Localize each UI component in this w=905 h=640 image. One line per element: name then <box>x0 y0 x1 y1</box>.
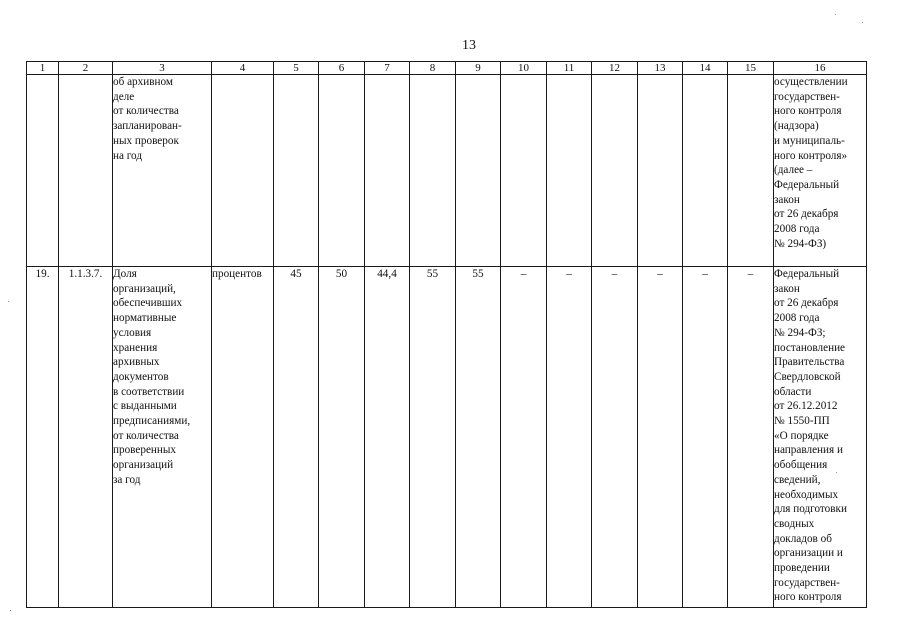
column-header: 8 <box>410 62 456 75</box>
column-header: 7 <box>365 62 410 75</box>
table-cell <box>638 75 683 267</box>
table-cell-value: 45 <box>274 267 319 608</box>
table-cell-value: – <box>638 267 683 608</box>
table-cell-indicator-name: об архивном деле от количества запланирован- ных проверок на год <box>113 75 212 267</box>
scan-speck <box>10 610 11 611</box>
table-cell <box>456 75 501 267</box>
column-header: 11 <box>547 62 592 75</box>
table-header-row <box>27 62 867 75</box>
column-header: 13 <box>638 62 683 75</box>
table-cell-value: 44,4 <box>365 267 410 608</box>
table-cell-indicator-name: Доля организаций, обеспечивших нормативные условия хранения архивных документов в соответствии с выданными предписаниями, от количества проверенных организаций за год <box>113 267 212 608</box>
table-cell-legal-basis: осуществлении государствен- ного контроля (надзора) и муниципаль- ного контроля» (далее – Федеральный закон от 26 декабря 2008 года № 294-ФЗ) <box>774 75 867 267</box>
table-cell <box>592 75 638 267</box>
column-header: 1 <box>27 62 59 75</box>
column-header: 5 <box>274 62 319 75</box>
table-row <box>27 75 867 267</box>
column-header: 15 <box>728 62 774 75</box>
table-cell-row-number: 19. <box>27 267 59 608</box>
table-cell <box>728 75 774 267</box>
table-cell <box>27 75 59 267</box>
column-header: 16 <box>774 62 867 75</box>
table-cell-value: – <box>592 267 638 608</box>
column-header: 4 <box>212 62 274 75</box>
table-cell <box>212 75 274 267</box>
table-row <box>27 267 867 608</box>
scan-speck <box>862 22 863 23</box>
table-cell-value: – <box>683 267 728 608</box>
table-cell-value: 55 <box>456 267 501 608</box>
column-header: 6 <box>319 62 365 75</box>
table-cell-indicator-code: 1.1.3.7. <box>59 267 113 608</box>
table-cell-unit: процентов <box>212 267 274 608</box>
scan-speck <box>835 14 836 15</box>
scan-speck <box>8 301 9 302</box>
scan-speck <box>836 472 837 473</box>
indicators-table <box>26 61 867 608</box>
table-cell-value: 55 <box>410 267 456 608</box>
table-cell <box>683 75 728 267</box>
column-header: 10 <box>501 62 547 75</box>
column-header: 14 <box>683 62 728 75</box>
column-header: 9 <box>456 62 501 75</box>
page-number: 13 <box>462 38 476 53</box>
table-cell <box>319 75 365 267</box>
column-header: 3 <box>113 62 212 75</box>
table-cell-value: – <box>547 267 592 608</box>
table-cell <box>501 75 547 267</box>
table-cell <box>365 75 410 267</box>
table-cell-value: 50 <box>319 267 365 608</box>
table-cell-value: – <box>728 267 774 608</box>
column-header: 2 <box>59 62 113 75</box>
table-cell-value: – <box>501 267 547 608</box>
table-cell-legal-basis: Федеральный закон от 26 декабря 2008 года № 294-ФЗ; постановление Правительства Свердловской области от 26.12.2012 № 1550-ПП «О порядке направления и обобщения сведений, необходимых для подготовки сводных докладов об организации и проведении государствен- ного контроля <box>774 267 867 608</box>
table-cell <box>59 75 113 267</box>
table-cell <box>410 75 456 267</box>
table-cell <box>547 75 592 267</box>
table-cell <box>274 75 319 267</box>
column-header: 12 <box>592 62 638 75</box>
